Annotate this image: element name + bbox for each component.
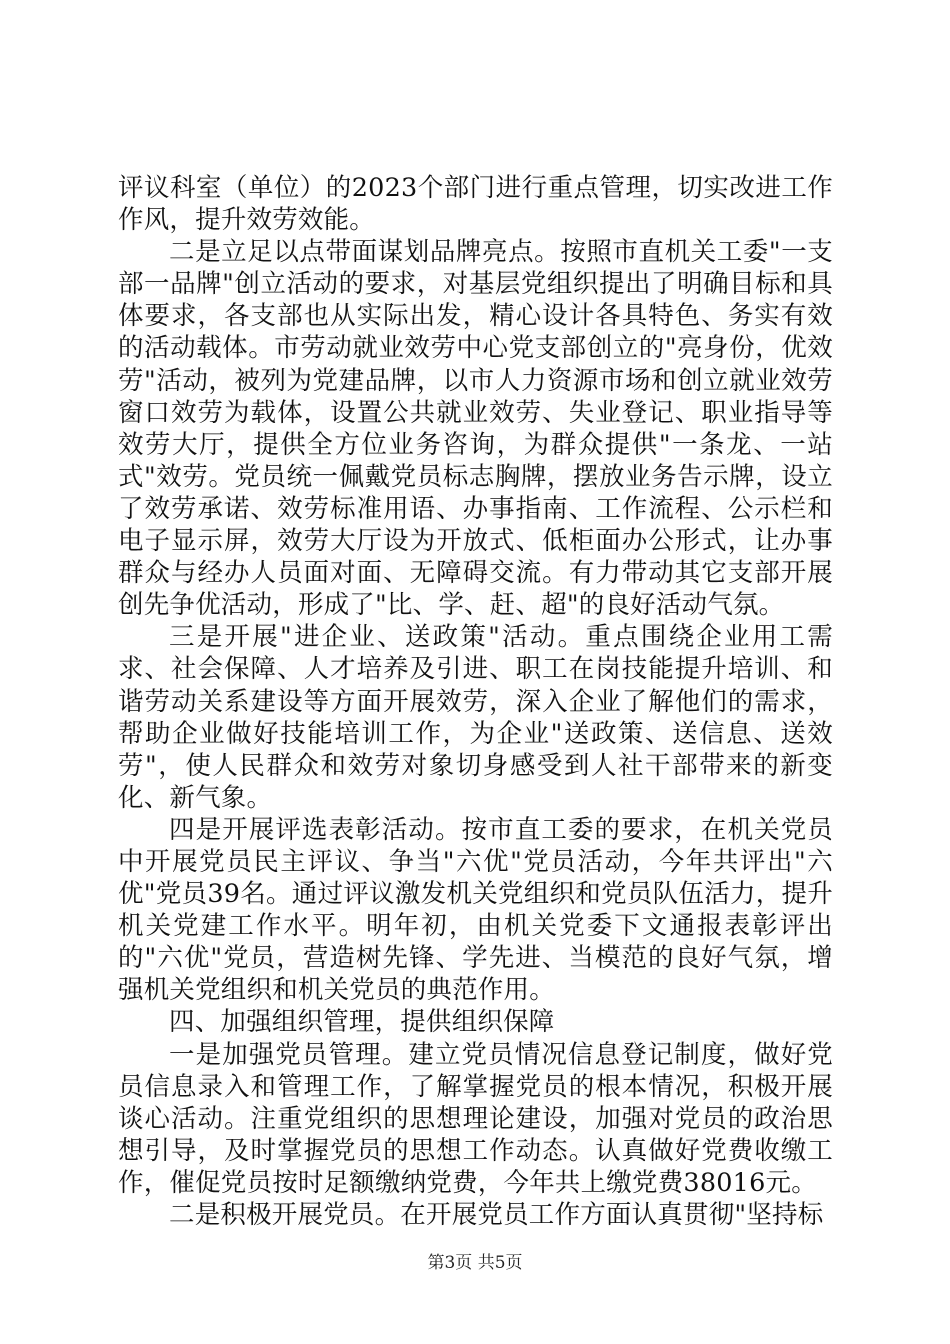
paragraph-brand-highlights: 二是立足以点带面谋划品牌亮点。按照市直机关工委"一支部一品牌"创立活动的要求，对基层党组织提出了明确目标和具体要求，各支部也从实际出发，精心设计各具特色、务实有效的活动载体。市劳动就业效劳中心党支部创立的"亮身份，优效劳"活动，被列为党建品牌，以市人力资源市场和创立就业效劳窗口效劳为载体，设置公共就业效劳、失业登记、职业指导等效劳大厅，提供全方位业务咨询，为群众提供"一条龙、一站式"效劳。党员统一佩戴党员标志胸牌，摆放业务告示牌，设立了效劳承诺、效劳标准用语、办事指南、工作流程、公示栏和电子显示屏，效劳大厅设为开放式、低柜面办公形式，让办事群众与经办人员面对面、无障碍交流。有力带动其它支部开展创先争优活动，形成了"比、学、赶、超"的良好活动气氛。 xyxy=(118,237,833,621)
document-body xyxy=(118,172,833,1231)
paragraph-continuation: 评议科室（单位）的2023个部门进行重点管理，切实改进工作作风，提升效劳效能。 xyxy=(118,173,833,236)
paragraph-member-management: 一是加强党员管理。建立党员情况信息登记制度，做好党员信息录入和管理工作，了解掌握党员的根本情况，积极开展谈心活动。注重党组织的思想理论建设，加强对党员的政治思想引导，及时掌握党员的思想工作动态。认真做好党费收缴工作，催促党员按时足额缴纳党费，今年共上缴党费38016元。 xyxy=(118,1039,833,1198)
page-number-footer: 第3页 共5页 xyxy=(427,1253,523,1273)
paragraph-commendation: 四是开展评选表彰活动。按市直工委的要求，在机关党员中开展党员民主评议、争当"六优"党员活动，今年共评出"六优"党员39名。通过评议激发机关党组织和党员队伍活力，提升机关党建工作水平。明年初，由机关党委下文通报表彰评出的"六优"党员，营造树先锋、学先进、当模范的良好气氛，增强机关党组织和机关党员的典范作用。 xyxy=(118,814,833,1006)
section-heading-organization: 四、加强组织管理，提供组织保障 xyxy=(169,1007,555,1038)
paragraph-enterprise-policy: 三是开展"进企业、送政策"活动。重点围绕企业用工需求、社会保障、人才培养及引进、职工在岗技能提升培训、和谐劳动关系建设等方面开展效劳，深入企业了解他们的需求，帮助企业做好技能培训工作，为企业"送政策、送信息、送效劳"，使人民群众和效劳对象切身感受到人社干部带来的新变化、新气象。 xyxy=(118,622,833,813)
paragraph-member-work: 二是积极开展党员。在开展党员工作方面认真贯彻"坚持标 xyxy=(169,1200,824,1230)
